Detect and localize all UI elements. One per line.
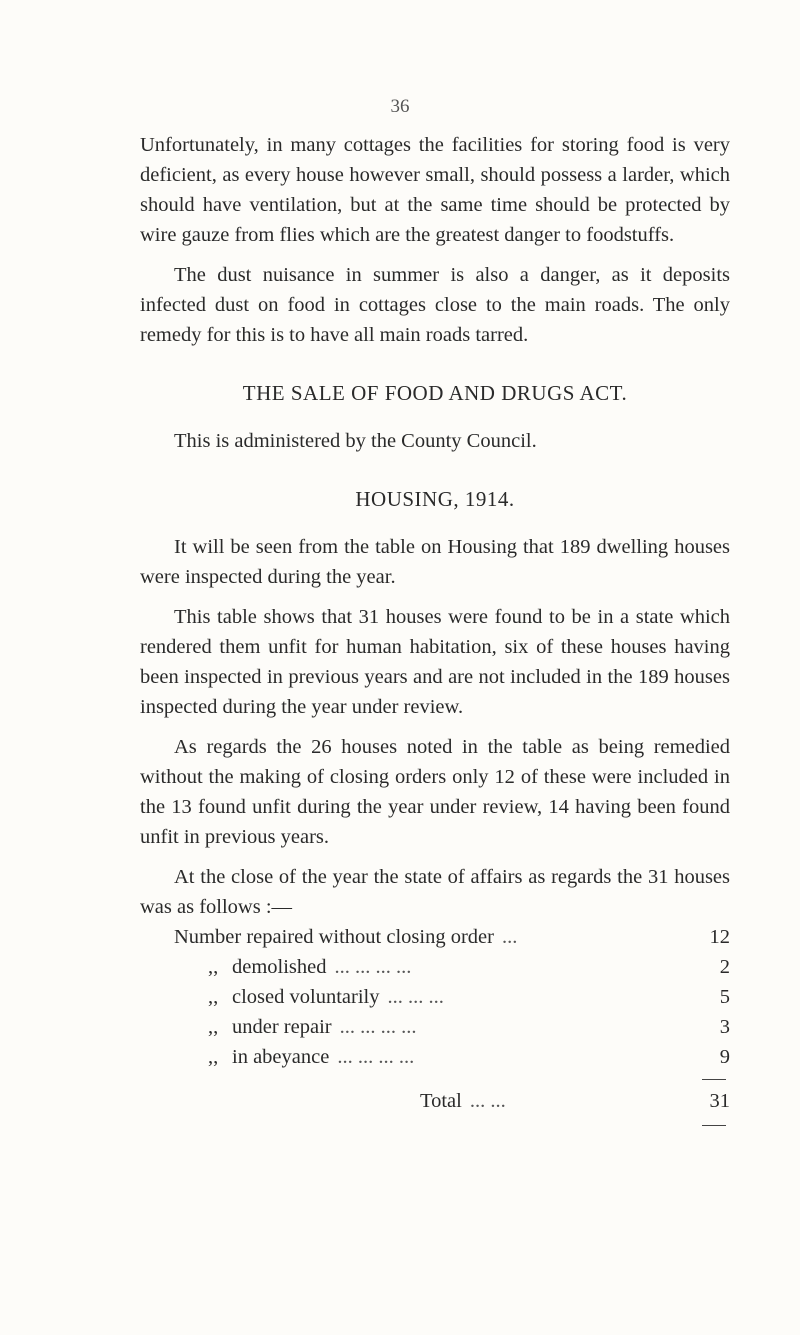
horizontal-rule <box>702 1125 726 1126</box>
ditto-mark: ,, <box>208 986 219 1008</box>
summary-total-row <box>140 1086 730 1118</box>
paragraph-state-of-affairs: At the close of the year the state of affairs as regards the 31 houses was as follows :— <box>140 866 730 918</box>
summary-row-value: 12 <box>709 926 730 948</box>
ditto-mark: ,, <box>208 1046 219 1068</box>
summary-row-label <box>174 922 494 952</box>
summary-row-value: 9 <box>719 1046 730 1068</box>
rule-below-total <box>140 1118 730 1132</box>
paragraph-dust-nuisance: The dust nuisance in summer is also a danger, as it deposits infected dust on food in cottages close to the main roads. The only remedy for this is to have all main roads tarred. <box>140 264 730 346</box>
summary-row-dots: ... ... ... <box>387 986 444 1008</box>
page-number: 36 <box>390 96 410 117</box>
rule-above-total <box>140 1072 730 1086</box>
total-dots: ... ... <box>469 1090 506 1112</box>
summary-row-text: closed voluntarily <box>232 986 380 1008</box>
summary-row-text: repaired without closing order <box>246 926 494 948</box>
summary-row-prefix: Number <box>174 926 242 948</box>
ditto-mark: ,, <box>208 956 219 978</box>
total-label: Total <box>420 1090 462 1112</box>
heading-food-drugs-act: THE SALE OF FOOD AND DRUGS ACT. <box>242 381 628 405</box>
summary-row-under-repair <box>140 1012 730 1042</box>
summary-row-dots: ... ... ... ... <box>339 1016 417 1038</box>
summary-row-closed-voluntarily <box>140 982 730 1012</box>
summary-row-dots: ... ... ... ... <box>334 956 412 978</box>
ditto-mark: ,, <box>208 1016 219 1038</box>
paragraph-county-council: This is administered by the County Council. <box>174 430 537 452</box>
total-value: 31 <box>709 1090 730 1112</box>
paragraph-houses-remedied: As regards the 26 houses noted in the table as being remedied without the making of closing orders only 12 of these were included in the 13 found unfit during the year under review, 14 having been found unfit in previous years. <box>140 736 730 848</box>
paragraph-houses-unfit: This table shows that 31 houses were found to be in a state which rendered them unfit for human habitation, six of these houses having been inspected in previous years and are not included in the 189 houses inspected during the year under review. <box>140 606 730 718</box>
page-body <box>140 130 730 1132</box>
heading-housing: HOUSING, 1914. <box>355 487 515 511</box>
paragraph-houses-inspected: It will be seen from the table on Housing that 189 dwelling houses were inspected during the year. <box>140 536 730 588</box>
paragraph-food-storage: Unfortunately, in many cottages the facilities for storing food is very deficient, as every house however small, should possess a larder, which should have ventilation, but at the same time should be protected by wire gauze from flies which are the greatest danger to foodstuffs. <box>140 134 730 246</box>
summary-row-text: demolished <box>232 956 327 978</box>
summary-row-text: under repair <box>232 1016 332 1038</box>
housing-summary-list <box>140 922 730 1072</box>
horizontal-rule <box>702 1079 726 1080</box>
summary-row-value: 3 <box>719 1016 730 1038</box>
summary-row-demolished <box>140 952 730 982</box>
summary-row-text: in abeyance <box>232 1046 330 1068</box>
summary-row-repaired <box>140 922 730 952</box>
summary-row-dots: ... <box>501 926 518 948</box>
summary-row-value: 2 <box>719 956 730 978</box>
summary-row-value: 5 <box>719 986 730 1008</box>
summary-row-in-abeyance <box>140 1042 730 1072</box>
summary-row-dots: ... ... ... ... <box>337 1046 415 1068</box>
